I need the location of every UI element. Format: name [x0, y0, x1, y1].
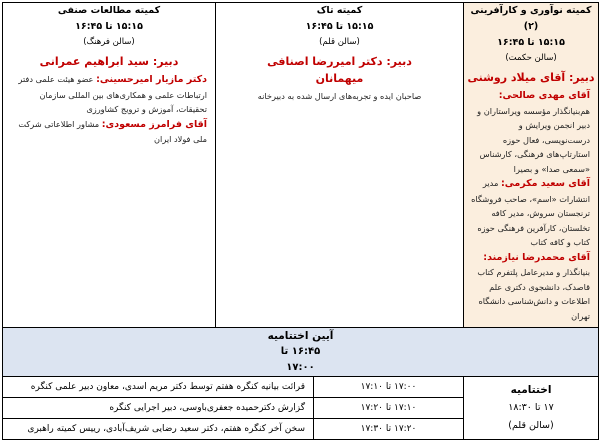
closing-time: ۱۷ تا ۱۸:۳۰: [508, 402, 554, 413]
committee-innovation: [464, 3, 599, 328]
ceremony-time-end: ۱۷:۰۰: [286, 362, 315, 373]
member-item: دکتر مازیار امیرحسینی: عضو هیئت علمی دفتر ارتباطات علمی و همکاری‌های بین المللی سازمان تحقیقات، آموزش و ترویج کشاورزی: [18, 74, 207, 114]
committee-tak: [216, 3, 464, 328]
committee-venue: (سالن حکمت): [505, 53, 557, 63]
committee-time: ۱۵:۱۵ تا ۱۶:۴۵: [305, 21, 374, 32]
closing-row-time: ۱۷:۱۰ تا ۱۷:۲۰: [314, 398, 464, 419]
committee-title: کمیته تاک: [316, 5, 363, 16]
closing-venue: (سالن قلم): [508, 420, 554, 431]
closing-row-text: سخن آخر کنگره هفتم، دکتر سعید رضایی شریف‌آبادی، رییس کمیته راهبری: [3, 419, 314, 440]
closing-title: اختتامیه: [510, 384, 552, 396]
closing-row-time: ۱۷:۰۰ تا ۱۷:۱۰: [314, 377, 464, 398]
ceremony-title: آیین اختتامیه: [267, 330, 334, 342]
closing-row-text: قرائت بیانیه کنگره هفتم توسط دکتر مریم اسدی، معاون دبیر علمی کنگره: [3, 377, 314, 398]
committee-venue: (سالن فرهنگ): [83, 37, 135, 47]
ceremony-row: [3, 328, 599, 377]
committee-secretary: دبیر: دکتر امیررضا اصنافی: [267, 55, 412, 68]
committee-title: کمیته نوآوری و کارآفرینی (۲): [470, 5, 592, 32]
member-item: آقای فرامرز مسعودی: مشاور اطلاعاتی شرکت ملی فولاد ایران: [18, 118, 207, 144]
guests-desc: صاحبان ایده و تجربه‌های ارسال شده به دبیرخانه: [257, 91, 422, 101]
committee-guild-studies: [3, 3, 216, 328]
committee-title: کمیته مطالعات صنفی: [57, 5, 161, 16]
closing-session: [464, 377, 599, 440]
committee-time: ۱۵:۱۵ تا ۱۶:۴۵: [497, 37, 565, 48]
member-item: آقای محمدرضا نیازمند: بنیانگذار و مدیرعامل پلتفرم کتاب قاصدک، دانشجوی دکتری علم اطلاعات و دانش‌شناسی دانشگاه تهران: [477, 251, 590, 321]
closing-row-time: ۱۷:۲۰ تا ۱۷:۳۰: [314, 419, 464, 440]
guests-label: میهمانان: [315, 72, 364, 85]
closing-row-text: گزارش دکترحمیده جعفری‌باوسی، دبیر اجرایی کنگره: [3, 398, 314, 419]
member-item: آقای سعید مکرمی: مدیر انتشارات «اسم»، صاحب فروشگاه ترنجستان سروش، مدیر کافه تخلستان، کارآفرین فرهنگی حوزه کتاب و کافه کتاب: [471, 178, 590, 247]
closing-row: [3, 377, 599, 398]
committee-venue: (سالن قلم): [319, 37, 360, 47]
committee-time: ۱۵:۱۵ تا ۱۶:۴۵: [75, 21, 143, 32]
member-item: آقای مهدی صالحی: هم‌بنیانگذار مؤسسه ویراستاران و دبیر انجمن ویرایش و درست‌نویسی، فعال حوزه استارتاپ‌های فرهنگی، کارشناس «سمعی صدا» و بصیرا: [477, 90, 590, 174]
program-table: [2, 2, 599, 440]
committee-secretary: دبیر: آقای میلاد روشنی: [467, 71, 595, 84]
committees-row: [3, 3, 599, 328]
ceremony-time: ۱۶:۴۵ تا: [280, 346, 321, 357]
closing-ceremony-banner: [3, 328, 599, 377]
committee-secretary: دبیر: سید ابراهیم عمرانی: [39, 55, 179, 68]
